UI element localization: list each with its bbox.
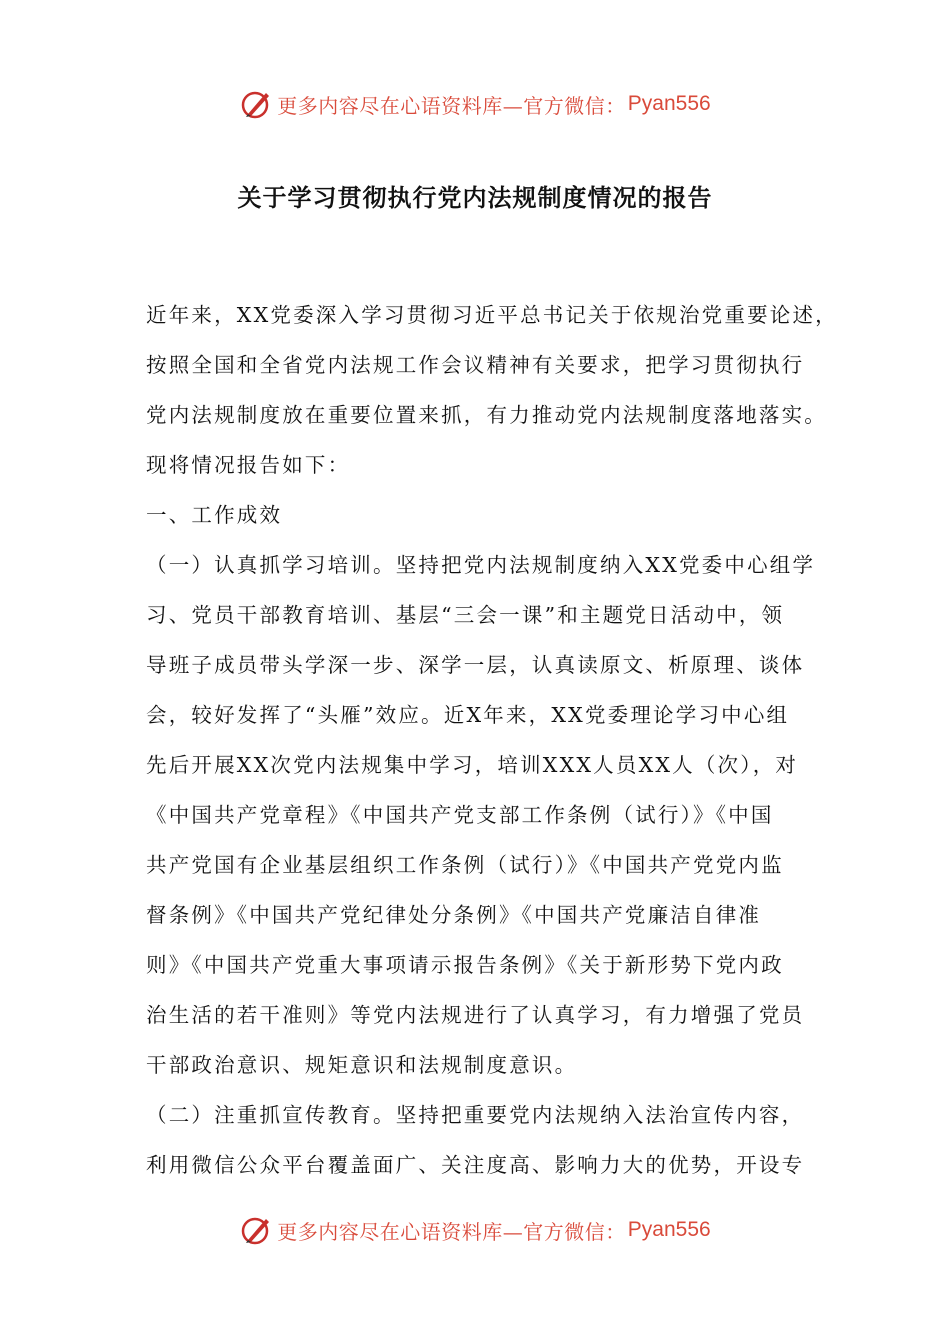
wechat-id: Pyan556	[627, 1218, 711, 1241]
body-line: （一）认真抓学习培训。坚持把党内法规制度纳入XX党委中心组学	[146, 553, 816, 577]
body-line: 则》《中国共产党重大事项请示报告条例》《关于新形势下党内政	[146, 953, 784, 977]
body-line: 现将情况报告如下：	[146, 453, 351, 477]
watermark-text: 更多内容尽在心语资料库—官方微信：	[277, 1219, 626, 1244]
body-line: 《中国共产党章程》《中国共产党支部工作条例（试行）》《中国	[146, 803, 774, 827]
body-line: 党内法规制度放在重要位置来抓，有力推动党内法规制度落地落实。	[146, 403, 827, 427]
footer-watermark-banner	[0, 1210, 950, 1250]
body-line: （二）注重抓宣传教育。坚持把重要党内法规纳入法治宣传内容，	[146, 1103, 805, 1127]
document-title: 关于学习贯彻执行党内法规制度情况的报告	[237, 184, 713, 212]
body-line: 导班子成员带头学深一步、深学一层，认真读原文、析原理、谈体	[146, 653, 805, 677]
body-line: 按照全国和全省党内法规工作会议精神有关要求，把学习贯彻执行	[146, 353, 805, 377]
header-watermark-banner	[0, 84, 950, 124]
section-heading: 一、工作成效	[146, 503, 283, 527]
pen-circle-logo-icon	[239, 87, 273, 121]
body-line: 干部政治意识、规矩意识和法规制度意识。	[146, 1053, 578, 1077]
body-line: 利用微信公众平台覆盖面广、关注度高、影响力大的优势，开设专	[146, 1153, 805, 1177]
body-line: 治生活的若干准则》等党内法规进行了认真学习，有力增强了党员	[146, 1003, 805, 1027]
body-line: 近年来，XX党委深入学习贯彻习近平总书记关于依规治党重要论述，	[146, 303, 838, 327]
body-line: 习、党员干部教育培训、基层“三会一课”和主题党日活动中，领	[146, 603, 785, 627]
body-line: 共产党国有企业基层组织工作条例（试行）》《中国共产党党内监	[146, 853, 784, 877]
document-body	[146, 290, 836, 1190]
wechat-id: Pyan556	[627, 92, 711, 115]
watermark-text: 更多内容尽在心语资料库—官方微信：	[277, 93, 626, 118]
body-line: 督条例》《中国共产党纪律处分条例》《中国共产党廉洁自律准	[146, 903, 762, 927]
body-line: 会，较好发挥了“头雁”效应。近X年来，XX党委理论学习中心组	[146, 703, 790, 727]
pen-circle-logo-icon	[239, 1213, 273, 1247]
body-line: 先后开展XX次党内法规集中学习，培训XXX人员XX人（次），对	[146, 753, 799, 777]
